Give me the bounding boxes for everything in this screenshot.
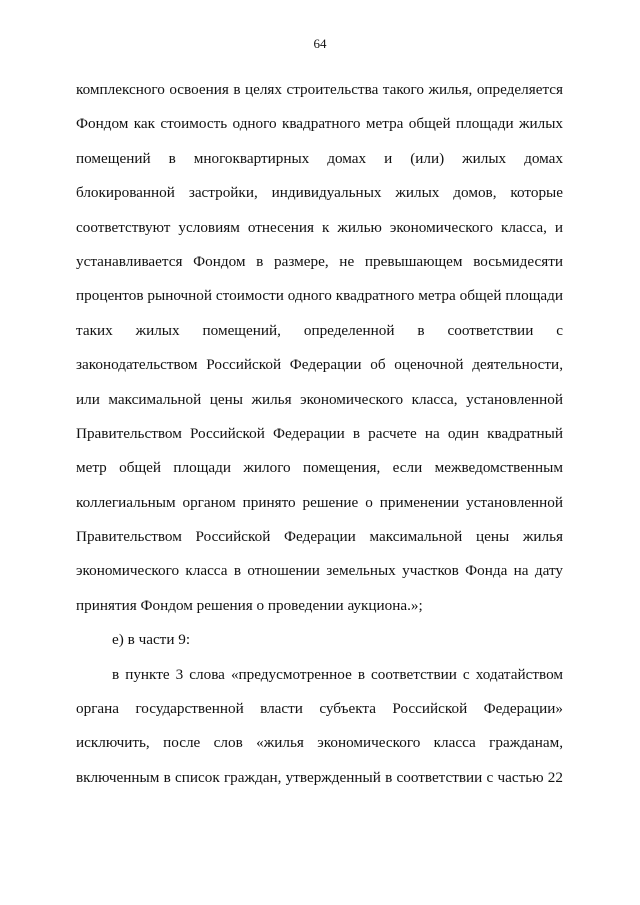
text-line: таких жилых помещений, определенной в соответствии с (76, 321, 563, 339)
text-line: блокированной застройки, индивидуальных жилых домов, которые (76, 184, 563, 202)
page-number: 64 (313, 36, 327, 51)
text-line: органа государственной власти субъекта Российской Федерации» (76, 700, 563, 718)
text-line: коллегиальным органом принято решение о применении установленной (76, 493, 563, 511)
text-line: Правительством Российской Федерации в расчете на один квадратный (76, 424, 563, 442)
text-line: экономического класса в отношении земельных участков Фонда на дату (76, 562, 563, 580)
text-line: исключить, после слов «жилья экономического класса гражданам, (76, 734, 563, 752)
text-line: устанавливается Фондом в размере, не превышающем восьмидесяти (76, 252, 563, 270)
text-line: включенным в список граждан, утвержденный в соответствии с частью 22 (76, 768, 563, 786)
text-line: е) в части 9: (112, 631, 191, 649)
text-line: процентов рыночной стоимости одного квадратного метра общей площади (76, 287, 563, 305)
text-line: или максимальной цены жилья экономического класса, установленной (76, 390, 563, 408)
text-line: законодательством Российской Федерации об оценочной деятельности, (76, 356, 563, 374)
text-line: метр общей площади жилого помещения, если межведомственным (76, 459, 563, 477)
text-line: в пункте 3 слова «предусмотренное в соответствии с ходатайством (112, 665, 563, 683)
text-line: принятия Фондом решения о проведении аукциона.»; (76, 596, 423, 614)
text-line: помещений в многоквартирных домах и (или) жилых домах (76, 149, 563, 167)
text-line: комплексного освоения в целях строительства такого жилья, определяется (76, 81, 563, 98)
text-line: соответствуют условиям отнесения к жилью экономического класса, и (76, 218, 563, 236)
text-line: Фондом как стоимость одного квадратного метра общей площади жилых (76, 115, 563, 133)
document-body (76, 73, 563, 795)
text-line: Правительством Российской Федерации максимальной цены жилья (76, 528, 563, 546)
